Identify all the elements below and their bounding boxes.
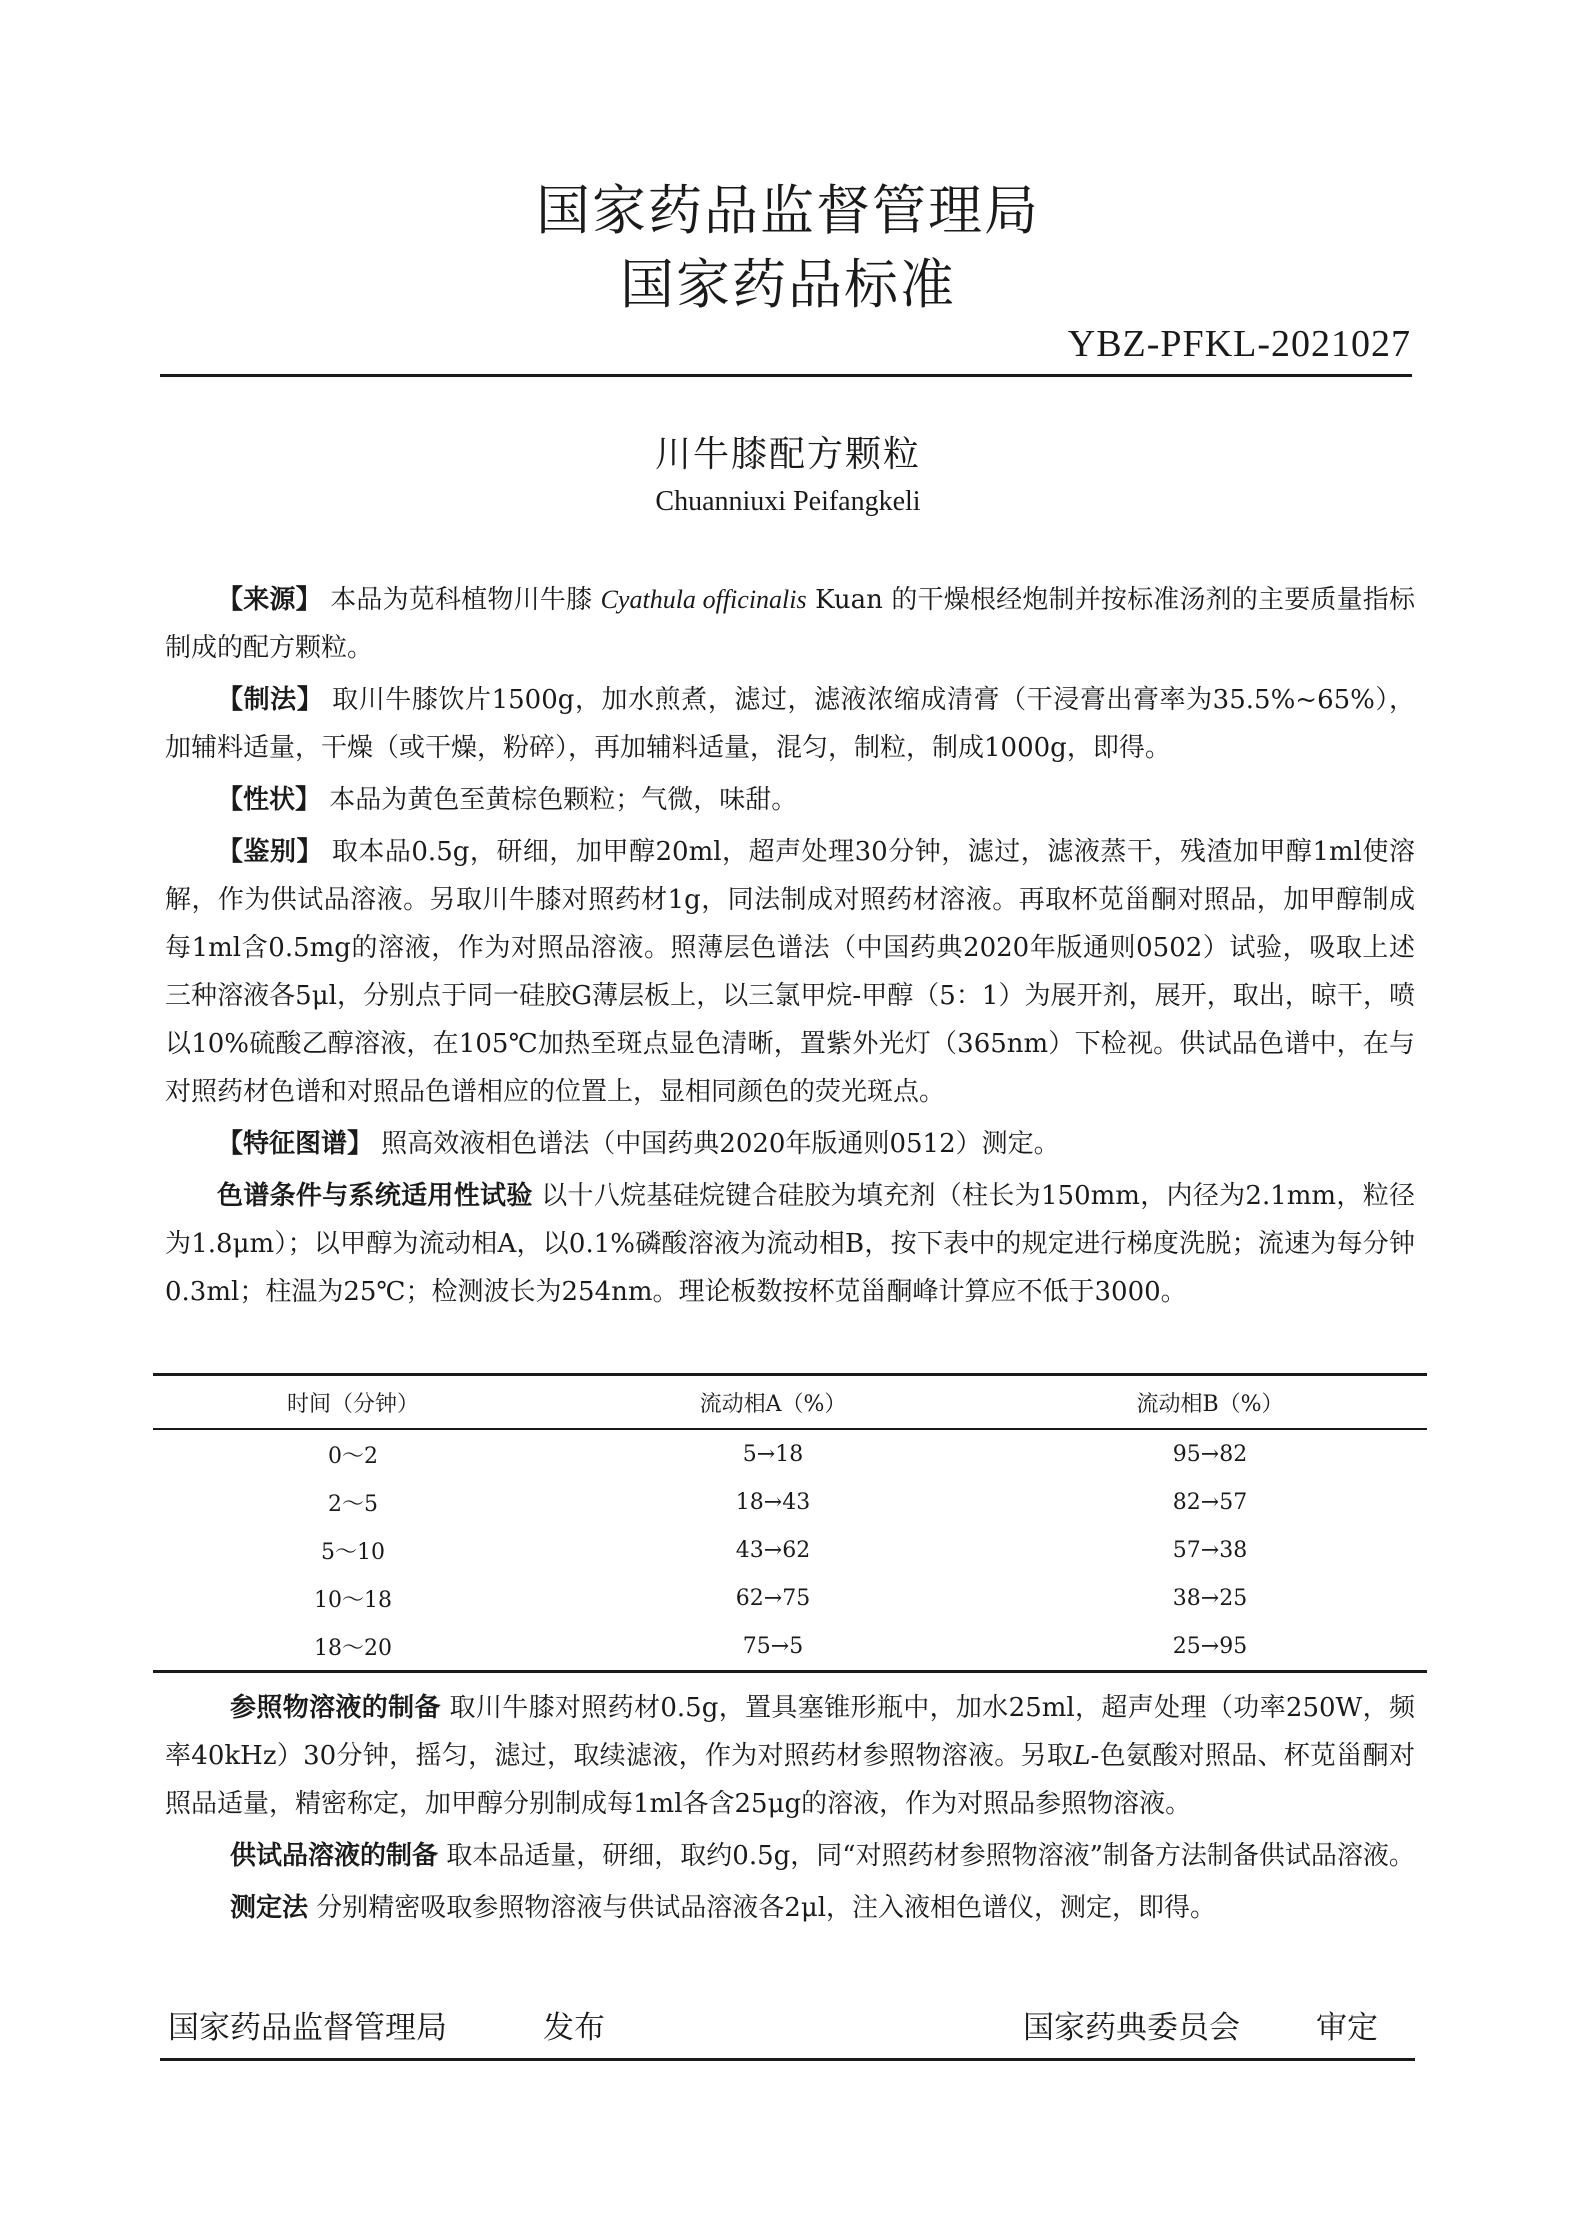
latin-name: Cyathula officinalis <box>600 585 807 614</box>
section-identification: 【鉴别】 取本品0.5g，研细，加甲醇20ml，超声处理30分钟，滤过，滤液蒸干，残渣加甲醇1ml使溶解，作为供试品溶液。另取川牛膝对照药材1g，同法制成对照药材溶液。再取杯苋甾酮对照品，加甲醇制成每1ml含0.5mg的溶液，作为对照品溶液。照薄层色谱法（中国药典2020年版通则0502）试验，吸取上述三种溶液各5μl，分别点于同一硅胶G薄层板上，以三氯甲烷-甲醇（5：1）为展开剂，展开，取出，晾干，喷以10%硫酸乙醇溶液，在105℃加热至斑点显色清晰，置紫外光灯（365nm）下检视。供试品色谱中，在与对照药材色谱和对照品色谱相应的位置上，显相同颜色的荧光斑点。 <box>165 837 1415 1107</box>
table-cell: 75→5 <box>742 1633 804 1659</box>
section-description: 【性状】 本品为黄色至黄棕色颗粒；气微，味甜。 <box>217 785 798 815</box>
standard-code: YBZ-PFKL-2021027 <box>1067 323 1411 365</box>
table-cell: 5～10 <box>321 1539 385 1565</box>
gradient-table <box>153 1373 1427 1673</box>
section-label: 色谱条件与系统适用性试验 <box>217 1181 533 1211</box>
section-label: 测定法 <box>230 1893 309 1923</box>
section-label: 【来源】 <box>217 585 322 615</box>
footer-rule <box>160 2058 1415 2061</box>
section-label: 【制法】 <box>217 685 324 715</box>
section-fingerprint: 【特征图谱】 照高效液相色谱法（中国药典2020年版通则0512）测定。 <box>217 1129 1060 1159</box>
section-preparation: 【制法】 取川牛膝饮片1500g，加水煎煮，滤过，滤液浓缩成清膏（干浸膏出膏率为35.5%~65%），加辅料适量，干燥（或干燥，粉碎），再加辅料适量，混匀，制粒，制成1000g，即得。 <box>165 685 1415 763</box>
body-text <box>165 576 1415 1320</box>
section-label: 参照物溶液的制备 <box>230 1693 441 1723</box>
table-cell: 43→62 <box>735 1537 811 1563</box>
section-reference-solution: 参照物溶液的制备 取川牛膝对照药材0.5g，置具塞锥形瓶中，加水25ml，超声处理（功率250W，频率40kHz）30分钟，摇匀，滤过，取续滤液，作为对照药材参照物溶液。另取L-色氨酸对照品、杯苋甾酮对照品适量，精密称定，加甲醇分别制成每1ml各含25μg的溶液，作为对照品参照物溶液。 <box>165 1693 1415 1819</box>
footer-review-word: 审定 <box>1316 2010 1378 2046</box>
footer-issue-word: 发布 <box>543 2010 605 2046</box>
section-label: 【特征图谱】 <box>217 1129 374 1159</box>
table-header-cell: 时间（分钟） <box>286 1391 419 1417</box>
table-row <box>153 1574 1427 1622</box>
body-text-continued <box>165 1684 1415 1936</box>
footer-reviewer: 国家药典委员会 <box>1023 2010 1240 2046</box>
section-procedure: 测定法 分别精密吸取参照物溶液与供试品溶液各2μl，注入液相色谱仪，测定，即得。 <box>230 1893 1217 1923</box>
table-cell: 25→95 <box>1172 1633 1248 1659</box>
section-test-solution: 供试品溶液的制备 取本品适量，研细，取约0.5g，同“对照药材参照物溶液”制备方法制备供试品溶液。 <box>230 1841 1415 1871</box>
table-cell: 18→43 <box>735 1489 811 1515</box>
section-label: 【鉴别】 <box>217 837 324 867</box>
agency-title: 国家药品监督管理局 <box>536 179 1040 242</box>
table-cell: 82→57 <box>1172 1489 1248 1515</box>
table-cell: 57→38 <box>1172 1537 1248 1563</box>
header-rule <box>160 374 1412 377</box>
product-name-en: Chuanniuxi Peifangkeli <box>655 486 921 517</box>
footer <box>168 2002 1398 2052</box>
table-cell: 10～18 <box>314 1587 392 1613</box>
table-row <box>153 1478 1427 1526</box>
table-row <box>153 1526 1427 1574</box>
section-source: 【来源】 本品为苋科植物川牛膝 Cyathula officinalis Kuan 的干燥根经炮制并按标准汤剂的主要质量指标制成的配方颗粒。 <box>165 585 1415 663</box>
table-cell: 5→18 <box>742 1441 804 1467</box>
section-label: 供试品溶液的制备 <box>230 1841 439 1871</box>
section-label: 【性状】 <box>217 785 322 815</box>
table-cell: 2～5 <box>328 1491 378 1517</box>
table-cell: 62→75 <box>735 1585 811 1611</box>
table-row <box>153 1622 1427 1670</box>
standard-title: 国家药品标准 <box>620 253 956 316</box>
table-cell: 38→25 <box>1172 1585 1248 1611</box>
table-row <box>153 1430 1427 1478</box>
table-header-row <box>153 1376 1427 1430</box>
footer-issuer: 国家药品监督管理局 <box>168 2010 447 2046</box>
product-name-cn: 川牛膝配方颗粒 <box>654 434 921 475</box>
table-cell: 0～2 <box>328 1443 378 1469</box>
table-header-cell: 流动相A（%） <box>699 1391 847 1417</box>
section-chromatography: 色谱条件与系统适用性试验 以十八烷基硅烷键合硅胶为填充剂（柱长为150mm，内径为2.1mm，粒径为1.8μm）；以甲醇为流动相A，以0.1%磷酸溶液为流动相B，按下表中的规定进行梯度洗脱；流速为每分钟0.3ml；柱温为25℃；检测波长为254nm。理论板数按杯苋甾酮峰计算应不低于3000。 <box>165 1181 1415 1307</box>
table-cell: 18～20 <box>314 1635 392 1661</box>
italic-prefix: L <box>1073 1741 1091 1771</box>
table-cell: 95→82 <box>1172 1441 1248 1467</box>
table-header-cell: 流动相B（%） <box>1136 1391 1284 1417</box>
